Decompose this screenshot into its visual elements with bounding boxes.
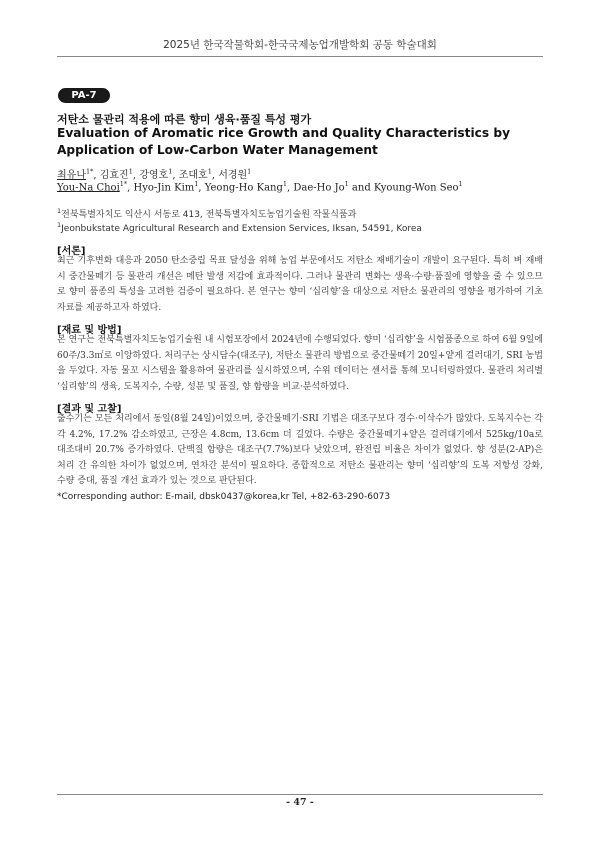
author-separator: , bbox=[198, 182, 205, 194]
header-divider bbox=[57, 56, 543, 57]
author-name: 조대호 bbox=[178, 170, 208, 181]
abstract-id-badge: PA-7 bbox=[58, 88, 110, 103]
section-heading-methods: [재료 및 방법] bbox=[57, 325, 122, 336]
title-english: Evaluation of Aromatic rice Growth and Quality Characteristics by Application of Low-Carbon Water Management bbox=[57, 126, 511, 157]
author-name: 김효진 bbox=[99, 170, 129, 181]
affiliation-korean-text: 전북특별자치도 익산시 서동로 413, 전북특별자치도농업기술원 작물식품과 bbox=[61, 210, 357, 220]
author-name: 강영호 bbox=[139, 170, 169, 181]
author-separator: , bbox=[172, 170, 179, 181]
author-list-korean bbox=[57, 166, 251, 181]
section-body-results: 출수기는 모든 처리에서 동일(8월 24일)이었으며, 중간물떼기·SRI 기법은 대조구보다 경수·이삭수가 많았다. 도복지수는 각각 4.2%, 17.2% 감소하였고, 근장은 4.8cm, 13.6cm 더 길었다. 수량은 중간물떼기+얕은 걸러대기에서 525kg/10a로 대조대비 20.7% 증가하였다. 단백질 함량은 대조구(7.7%)보다 낮았으며, 완전립 비율은 차이가 없었다. 향 성분(2-AP)은 처리 간 유의한 차이가 없었으며, 연차간 분석이 필요하다. 종합적으로 저탄소 물관리는 향미 ‘십리향’의 도복 저항성 강화, 수량 증대, 품질 개선 효과가 있는 것으로 판단된다. bbox=[57, 414, 543, 487]
section-body-methods: 본 연구는 전북특별자치도농업기술원 내 시험포장에서 2024년에 수행되었다. 향미 ‘십리향’을 시험품종으로 하여 6월 9일에 60주/3.3㎡로 이앙하였다. 처리구는 상시담수(대조구), 저탄소 물관리 방법으로 중간물떼기 20일+얕게 걸러대기, SRI 농법을 두었다. 자동 물꼬 시스템을 활용하여 물관리를 실시하였으며, 수위 데이터는 센서를 통해 모니터링하였다. 물관리 처리별 ‘십리향’의 생육, 도복지수, 수량, 성분 및 품질, 향 함량을 비교·분석하였다. bbox=[57, 335, 543, 392]
footer-divider bbox=[57, 794, 543, 795]
author-affiliation-marker: 1* bbox=[85, 167, 94, 176]
author-separator: , bbox=[132, 170, 140, 181]
affiliation-marker: 1 bbox=[57, 207, 62, 215]
author-name: 서경원 bbox=[218, 170, 248, 181]
affiliation-marker: 1 bbox=[57, 221, 62, 229]
section-heading-results: [결과 및 고찰] bbox=[57, 404, 122, 415]
author-name: Dae-Ho Jo bbox=[293, 182, 345, 194]
author-list-english bbox=[57, 180, 463, 193]
author-separator: , bbox=[127, 182, 134, 194]
page-number: - 47 - bbox=[286, 797, 314, 808]
author-affiliation-marker: 1 bbox=[282, 180, 288, 188]
author-separator: , bbox=[93, 170, 100, 181]
conference-header: 2025년 한국작물학회-한국국제농업개발학회 공동 학술대회 bbox=[163, 39, 437, 51]
section-heading-introduction: [서론] bbox=[57, 246, 86, 257]
author-affiliation-marker: 1 bbox=[128, 167, 133, 176]
author-name: Hyo-Jin Kim bbox=[133, 182, 195, 194]
author-affiliation-marker: 1 bbox=[344, 180, 349, 188]
author-affiliation-marker: 1 bbox=[247, 167, 252, 176]
author-separator: , bbox=[211, 170, 219, 181]
author-affiliation-marker: 1 bbox=[207, 167, 212, 176]
title-korean: 저탄소 물관리 적용에 따른 향미 생육·품질 특성 평가 bbox=[57, 113, 312, 126]
affiliation-korean bbox=[57, 207, 356, 220]
author-separator: and bbox=[348, 182, 374, 194]
corresponding-author: *Corresponding author: E-mail, dbsk0437@korea,kr Tel, +82-63-290-6073 bbox=[57, 492, 391, 502]
author-name: You-Na Choi bbox=[57, 182, 120, 194]
affiliation-english-text: Jeonbukstate Agricultural Research and Extension Services, Iksan, 54591, Korea bbox=[61, 224, 422, 234]
author-name: Kyoung-Won Seo bbox=[373, 182, 459, 194]
author-affiliation-marker: 1 bbox=[168, 167, 173, 176]
section-body-introduction: 최근 기후변화 대응과 2050 탄소중립 목표 달성을 위해 농업 부문에서도 저탄소 재배기술이 개발이 요구된다. 특히 벼 재배 시 중간물떼기 등 물관리 개선은 메탄 발생 저감에 효과적이다. 그러나 물관리 변화는 생육·수량·품질에 영향을 줄 수 있으므로 향미 품종의 특성을 고려한 검증이 필요하다. 본 연구는 향미 ‘십리향’을 대상으로 저탄소 물관리의 영향을 평가하여 기초 자료를 제공하고자 하였다. bbox=[57, 256, 543, 313]
author-name: 최유나 bbox=[57, 170, 86, 181]
author-separator: , bbox=[287, 182, 294, 194]
affiliation-english bbox=[57, 221, 422, 234]
author-affiliation-marker: 1 bbox=[458, 180, 463, 188]
author-affiliation-marker: 1* bbox=[119, 180, 128, 188]
author-affiliation-marker: 1 bbox=[194, 180, 199, 188]
author-name: Yeong-Ho Kang bbox=[204, 182, 283, 194]
